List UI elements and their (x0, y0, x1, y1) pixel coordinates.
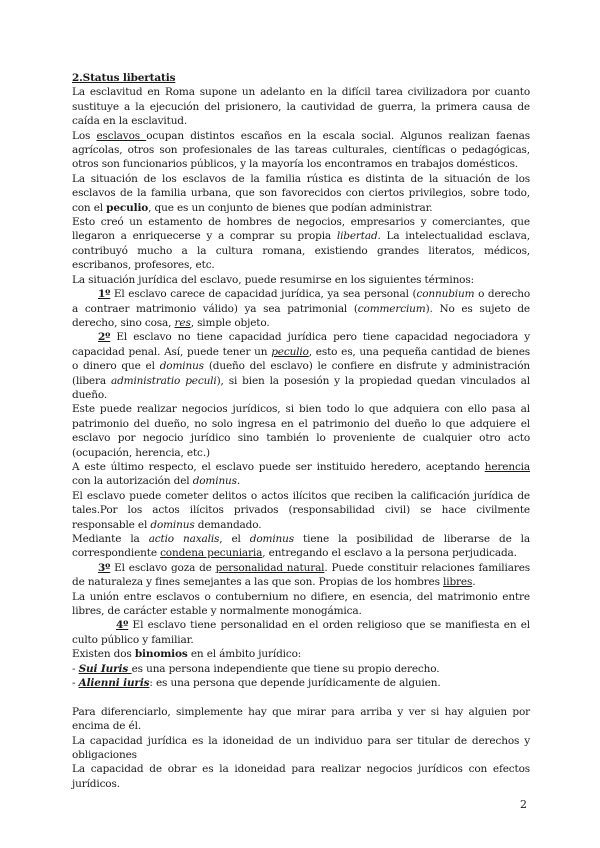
text-run: A este último respecto, el esclavo puede ser instituido heredero, aceptando (72, 460, 485, 473)
paragraph-5 (72, 273, 530, 287)
paragraph-14 (72, 618, 530, 647)
underlined-term: personalidad natural (215, 561, 325, 574)
italic-term: commercium (357, 302, 426, 315)
defined-term: Alienni iuris (78, 677, 150, 690)
paragraph-text: La esclavitud en Roma supone un adelanto en la difícil tarea civilizadora por cuanto sustituye a la ejecución del prisionero, la cautividad de guerra, la primera causa de caída en la esclavitud. (72, 86, 530, 128)
list-dash: - (72, 677, 79, 690)
text-run: es una persona independiente que tiene su propio derecho. (131, 662, 440, 675)
text-run: Mediante la (72, 533, 149, 545)
paragraph-9 (72, 460, 530, 489)
text-run: , el (219, 533, 250, 545)
text-run: El esclavo carece de capacidad jurídica, ya sea personal ( (110, 288, 417, 301)
page-number: 2 (520, 798, 527, 811)
underlined-term: res (174, 316, 191, 329)
text-run: Los (72, 129, 97, 142)
paragraph-8 (72, 402, 530, 460)
paragraph-15 (72, 647, 530, 661)
italic-term: dominus (159, 360, 204, 373)
paragraph-text: La capacidad jurídica es la idoneidad de un individuo para ser titular de derechos y obligaciones (72, 734, 530, 762)
paragraph-12 (72, 561, 530, 590)
text-run: Existen dos (72, 648, 135, 661)
paragraph-text: Este puede realizar negocios jurídicos, si bien todo lo que adquiera con ello pasa al patrimonio del dueño, no solo ingresa en el patrimonio del dueño lo que adquiere el esclavo por negocio jurídico sino también lo proveniente de cualquier otro acto (ocupación, herencia, etc.) (72, 403, 530, 459)
defined-term: Sui Iuris (78, 662, 132, 675)
text-run: (dueño del esclavo) le confiere en disfrute y administración (libera (72, 360, 530, 387)
bold-term: peculio (106, 201, 149, 214)
text-run: ocupan distintos escaños en la escala social. Algunos realizan faenas agrícolas, otros son profesionales de las tareas culturales, científicas o pedagógicas, otros son funcionarios públicos, y la mayoría los encontramos en trabajos domésticos. (72, 129, 530, 171)
text-run: El esclavo no tiene capacidad jurídica pero tiene capacidad negociadora y capacidad penal. Así, puede tener un (72, 331, 530, 358)
text-run: El esclavo goza de (110, 561, 216, 574)
text-run: . (472, 576, 476, 589)
italic-term: actio naxalis (148, 533, 220, 545)
paragraph-13 (72, 590, 530, 619)
italic-term: dominus (192, 475, 237, 488)
definition-alienni-iuris (72, 676, 530, 690)
text-run: demandado. (194, 518, 262, 531)
paragraph-text: Para diferenciarlo, simplemente hay que mirar para arriba y ver si hay alguien por encima de él. (72, 705, 530, 733)
italic-term: connubium (416, 288, 475, 301)
paragraph-2 (72, 129, 530, 172)
italic-term: dominus (249, 533, 295, 545)
text-run: El esclavo puede cometer delitos o actos ilícitos que reciben la calificación jurídica de tales.Por los actos ilícitos privados (responsabilidad civil) se hace civilmente responsable el (72, 489, 530, 531)
text-run: , entregando el esclavo a la persona perjudicada. (262, 547, 517, 560)
paragraph-4 (72, 215, 530, 273)
text-run: ). No es sujeto de derecho, sino cosa, (72, 302, 530, 329)
paragraph-text: La situación jurídica del esclavo, puede resumirse en los siguientes términos: (72, 273, 474, 286)
text-run: . (236, 475, 241, 488)
text-run: o derecho a contraer matrimonio válido) ya sea patrimonial ( (72, 288, 530, 315)
section-title (72, 71, 530, 85)
bold-term: binomios (134, 648, 188, 661)
document-body (72, 71, 530, 791)
text-run: ), si bien la posesión y la propiedad quedan vinculados al dueño. (72, 374, 530, 401)
paragraph-20 (72, 762, 530, 791)
underlined-term: libres (443, 576, 473, 589)
underlined-term: condena pecuniaria (160, 547, 263, 560)
item-number: 4º (116, 619, 129, 632)
italic-term: administratio peculi (110, 374, 217, 387)
section-title-text: 2.Status libertatis (72, 72, 176, 84)
paragraph-text: La capacidad de obrar es la idoneidad para realizar negocios jurídicos con efectos jurídicos. (72, 763, 530, 790)
italic-term: dominus (150, 518, 195, 531)
item-number: 3º (98, 561, 111, 574)
paragraph-text: La unión entre esclavos o contubernium no difiere, en esencia, del matrimonio entre libres, de carácter estable y normalmente monogámica. (72, 590, 530, 618)
paragraph-6 (72, 287, 530, 330)
blank-line (72, 690, 530, 704)
underlined-term: esclavos (96, 129, 147, 142)
paragraph-19 (72, 734, 530, 763)
text-run: Esto creó un estamento de hombres de negocios, empresarios y comerciantes, que llegaron a enriquecerse y a comprar su propia (72, 216, 530, 243)
text-run: La situación de los esclavos de la familia rústica es distinta de la situación de los esclavos de la familia urbana, que son favorecidos con ciertos privilegios, sobre todo, con el (72, 172, 530, 214)
paragraph-11 (72, 532, 530, 561)
item-number: 1º (98, 288, 111, 301)
item-number: 2º (98, 331, 111, 344)
paragraph-18 (72, 705, 530, 734)
list-dash: - (72, 662, 79, 675)
underlined-term: peculio (271, 345, 309, 358)
text-run: El esclavo tiene personalidad en el orden religioso que se manifiesta en el culto público y familiar. (72, 619, 530, 646)
paragraph-3 (72, 172, 530, 215)
text-run: tiene la posibilidad de liberarse de la correspondiente (72, 533, 530, 560)
italic-term: libertad (336, 230, 378, 243)
text-run: . Puede constituir relaciones familiares de naturaleza y fines semejantes a las que son. Propias de los hombres (72, 561, 530, 589)
paragraph-1 (72, 85, 530, 128)
text-run: , simple objeto. (190, 316, 270, 329)
text-run: en el ámbito jurídico: (187, 648, 302, 661)
definition-sui-iuris (72, 662, 530, 676)
paragraph-7 (72, 330, 530, 402)
paragraph-10 (72, 489, 530, 532)
underlined-term: herencia (484, 460, 530, 473)
text-run: con la autorización del (72, 475, 193, 488)
text-run: : es una persona que depende jurídicamente de alguien. (149, 677, 441, 690)
text-run: , que es un conjunto de bienes que podían administrar. (148, 201, 433, 214)
text-run: , esto es, una pequeña cantidad de bienes o dinero que el (72, 345, 531, 373)
text-run: . La intelectualidad esclava, contribuyó mucho a la cultura romana, existiendo grandes literatos, médicos, escribanos, profesores, etc. (72, 230, 530, 272)
